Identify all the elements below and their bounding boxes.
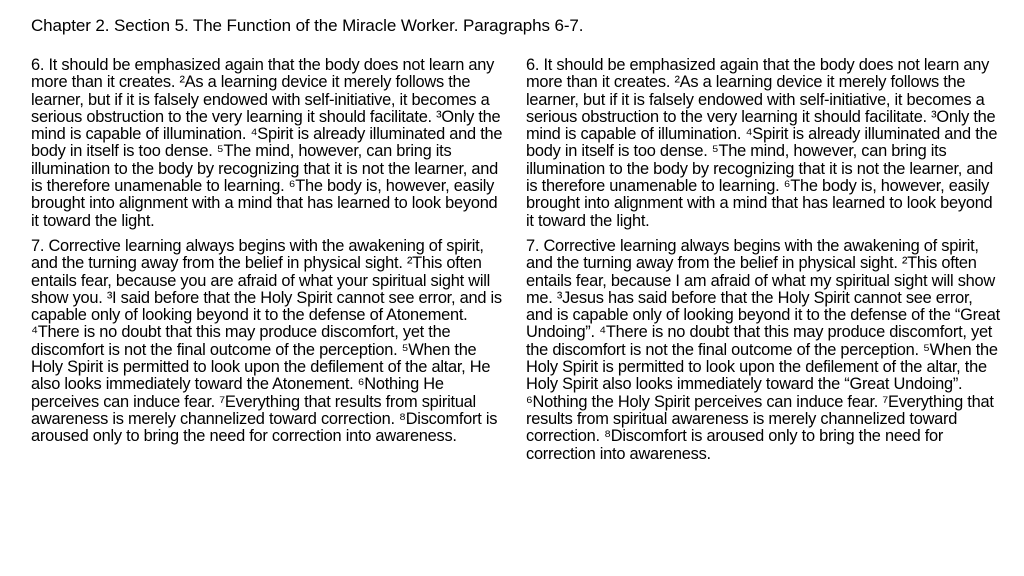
right-paragraph-6: 6. It should be emphasized again that the body does not learn any more than it creates. ²As a learning device it merely follows the learner, but if it is falsely endowed with self-initiative, it becomes a serious obstruction to the very learning it should facilitate. ³Only the mind is capable of illumination. ⁴Spirit is already illuminated and the body in itself is too dense. ⁵The mind, however, can bring its illumination to the body by recognizing that it is not the learner, and is therefore unamenable to learning. ⁶The body is, however, easily brought into alignment with a mind that has learned to look beyond it toward the light. [526,56,998,230]
right-text-column [526,57,1002,471]
slide-title: Chapter 2. Section 5. The Function of the Miracle Worker. Paragraphs 6-7. [31,16,584,35]
left-paragraph-7: 7. Corrective learning always begins with the awakening of spirit, and the turning away from the belief in physical sight. ²This often entails fear, because you are afraid of what your spiritual sight will show you. ³I said before that the Holy Spirit cannot see error, and is capable only of looking beyond it to the defense of Atonement. ⁴There is no doubt that this may produce discomfort, yet the discomfort is not the final outcome of the perception. ⁵When the Holy Spirit is permitted to look upon the defilement of the altar, He also looks immediately toward the Atonement. ⁶Nothing He perceives can induce fear. ⁷Everything that results from spiritual awareness is merely channelized toward correction. ⁸Discomfort is aroused only to bring the need for correction into awareness. [31,236,502,446]
left-text-column [31,57,507,454]
left-paragraph-6: 6. It should be emphasized again that the body does not learn any more than it creates. ²As a learning device it merely follows the learner, but if it is falsely endowed with self-initiative, it becomes a serious obstruction to the very learning it should facilitate. ³Only the mind is capable of illumination. ⁴Spirit is already illuminated and the body in itself is too dense. ⁵The mind, however, can bring its illumination to the body by recognizing that it is not the learner, and is therefore unamenable to learning. ⁶The body is, however, easily brought into alignment with a mind that has learned to look beyond it toward the light. [31,56,503,230]
right-paragraph-7: 7. Corrective learning always begins with the awakening of spirit, and the turning away from the belief in physical sight. ²This often entails fear, because I am afraid of what my spiritual sight will show me. ³Jesus has said before that the Holy Spirit cannot see error, and is capable only of looking beyond it to the defense of the “Great Undoing”. ⁴There is no doubt that this may produce discomfort, yet the discomfort is not the final outcome of the perception. ⁵When the Holy Spirit is permitted to look upon the defilement of the altar, the Holy Spirit also looks immediately toward the “Great Undoing”. ⁶Nothing the Holy Spirit perceives can induce fear. ⁷Everything that results from spiritual awareness is merely channelized toward correction. ⁸Discomfort is aroused only to bring the need for correction into awareness. [526,236,1000,463]
